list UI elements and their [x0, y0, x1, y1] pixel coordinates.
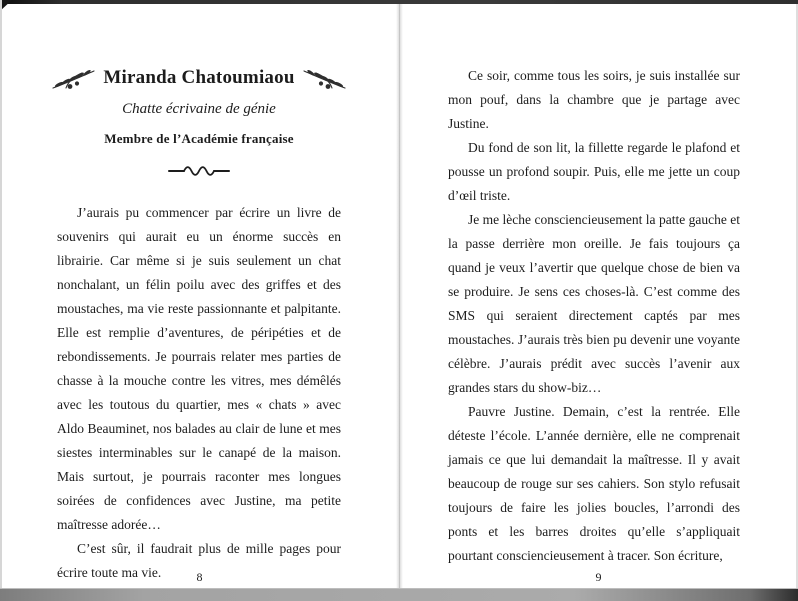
squiggle-divider-icon — [57, 164, 341, 178]
paragraph: Ce soir, comme tous les soirs, je suis installée sur mon pouf, dans la chambre que je partage avec Justine. — [448, 68, 740, 131]
chapter-title: Miranda Chatoumiaou — [103, 67, 295, 88]
paragraph: Pauvre Justine. Demain, c’est la rentrée. Elle déteste l’école. L’année dernière, elle ne comprenait jamais ce que lui demandait la maîtresse. Il y avait beaucoup de rouge sur ses cahiers. Son stylo refusait toujours de faire les jolies boucles, l’arrondi des ponts et les barres droites qu’elle s’appliquait pourtant consciencieusement à tracer. Son écriture, — [448, 404, 740, 563]
scan-top-edge — [0, 0, 798, 4]
chapter-header — [57, 64, 341, 178]
paragraph: Du fond de son lit, la fillette regarde le plafond et pousse un profond soupir. Puis, elle me jette un coup d’œil triste. — [448, 140, 740, 203]
paragraph: Je me lèche consciencieusement la patte gauche et la passe derrière mon oreille. Je fais toujours ça quand je veux l’avertir que quelque chose de bien va se produire. Je sens ces choses-là. C’est comme des SMS qui seraient directement captés par mes moustaches. J’aurais très bien pu devenir une voyante célèbre. J’aurais prédit avec succès l’avenir aux grandes stars du show-biz… — [448, 212, 740, 395]
right-page — [399, 0, 798, 601]
olive-branch-left-icon — [50, 64, 96, 92]
author-affiliation: Membre de l’Académie française — [104, 131, 294, 146]
scan-left-edge — [0, 0, 2, 589]
scan-bottom-edge — [0, 588, 798, 601]
chapter-subtitle: Chatte écrivaine de génie — [122, 101, 276, 117]
paragraph: C’est sûr, il faudrait plus de mille pages pour écrire toute ma vie. — [57, 541, 341, 580]
paragraph: J’aurais pu commencer par écrire un livre de souvenirs qui aurait eu un énorme succès en librairie. Car même si je suis seulement un chat nonchalant, un félin poilu avec des griffes et des moustaches, ma vie reste passionnante et palpitante. Elle est remplie d’aventures, de péripéties et de rebondissements. Je pourrais relater mes parties de chasse à la mouche contre les vitres, mes démêlés avec les toutous du quartier, mes « chats » avec Aldo Beauminet, nos balades au clair de lune et mes siestes interminables sur le canapé de la maison. Mais surtout, je pourrais raconter mes longues soirées de confidences avec Justine, ma petite maîtresse adorée… — [57, 205, 341, 532]
page-number-left: 8 — [196, 570, 203, 584]
page-gutter — [396, 4, 403, 589]
chapter-title-row — [57, 64, 341, 92]
olive-branch-right-icon — [302, 64, 348, 92]
page-number-right: 9 — [595, 570, 602, 584]
